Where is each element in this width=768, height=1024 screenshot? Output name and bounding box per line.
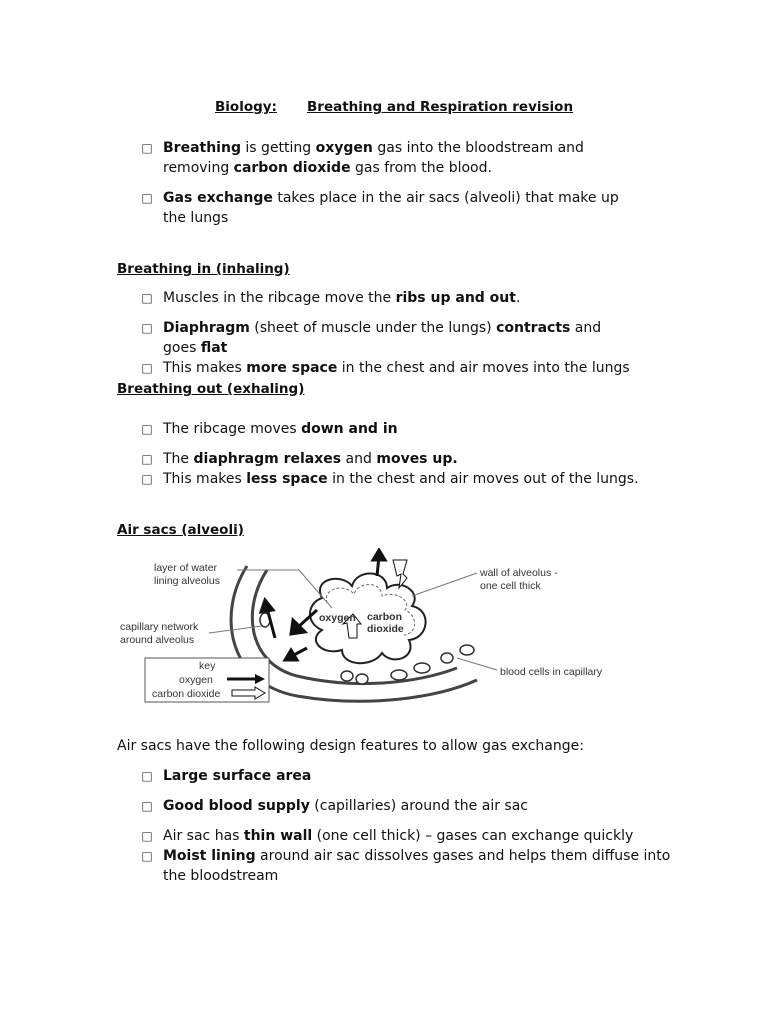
label-capillary-2: around alveolus	[120, 634, 195, 646]
label-blood: blood cells in capillary	[500, 666, 603, 678]
heading-inhaling: Breathing in (inhaling)	[117, 261, 290, 277]
exhaling-0-line-0	[163, 419, 398, 439]
text-segment: This makes	[163, 471, 247, 487]
label-water-1: layer of water	[154, 562, 218, 574]
bold-text: less space	[246, 471, 328, 487]
label-capillary-1: capillary network	[120, 621, 199, 633]
text-segment: (one cell thick) – gases can exchange quickly	[312, 828, 634, 844]
bold-text: oxygen	[315, 140, 373, 156]
text-segment: The ribcage moves	[163, 421, 302, 437]
key-title: key	[199, 660, 216, 672]
bullet-icon: □	[141, 422, 153, 436]
bullet-icon: □	[141, 191, 153, 205]
title-subject: Biology:	[215, 99, 277, 115]
bold-text: flat	[200, 340, 228, 356]
bullet-icon: □	[141, 321, 153, 335]
bullet-icon: □	[141, 141, 153, 155]
alveoli-0-line-0	[163, 766, 311, 786]
text-segment: and	[341, 451, 377, 467]
text-segment: the lungs	[163, 210, 229, 226]
text-segment: gas into the bloodstream and	[372, 140, 584, 156]
label-co2-1: carbon	[367, 611, 403, 623]
text-segment: gas from the blood.	[350, 160, 492, 176]
title-topic: Breathing and Respiration revision	[307, 99, 574, 115]
text-segment: (capillaries) around the air sac	[309, 798, 528, 814]
alveoli-3-line-1	[163, 866, 278, 886]
bullet-icon: □	[141, 799, 153, 813]
text-segment: removing	[163, 160, 234, 176]
intro-1-line-1	[163, 208, 228, 228]
bold-text: Gas exchange	[163, 190, 273, 206]
alveoli-1-line-0	[163, 796, 528, 816]
exhaling-2-line-0	[163, 469, 639, 489]
bullet-icon: □	[141, 829, 153, 843]
inhaling-1-line-1	[163, 338, 227, 358]
bold-text: down and in	[301, 421, 398, 437]
alveoli-2-line-0	[163, 826, 633, 846]
bullet-icon: □	[141, 291, 153, 305]
bold-text: ribs up and out	[395, 290, 516, 306]
intro-1-line-0	[163, 188, 619, 208]
intro-0-line-1	[163, 158, 492, 178]
label-wall-2: one cell thick	[480, 580, 541, 592]
label-oxygen: oxygen	[319, 612, 356, 624]
alveoli-3-line-0	[163, 846, 670, 866]
bold-text: more space	[246, 360, 338, 376]
text-segment: Muscles in the ribcage move the	[163, 290, 396, 306]
text-segment: takes place in the air sacs (alveoli) that make up	[272, 190, 619, 206]
bold-text: Large surface area	[163, 768, 312, 784]
intro-0-line-0	[163, 138, 584, 158]
key-co2: carbon dioxide	[152, 688, 221, 700]
bold-text: diaphragm relaxes	[193, 451, 342, 467]
bullet-icon: □	[141, 472, 153, 486]
text-segment: Air sac has	[163, 828, 244, 844]
text-segment: The	[163, 451, 194, 467]
bold-text: carbon dioxide	[233, 160, 351, 176]
bold-text: moves up.	[376, 451, 458, 467]
bullet-icon: □	[141, 452, 153, 466]
label-wall-1: wall of alveolus -	[480, 567, 558, 579]
label-water-2: lining alveolus	[154, 575, 220, 587]
text-segment: in the chest and air moves out of the lungs.	[327, 471, 639, 487]
bold-text: thin wall	[243, 828, 313, 844]
bullet-icon: □	[141, 769, 153, 783]
text-segment: is getting	[240, 140, 316, 156]
inhaling-2-line-0	[163, 358, 630, 378]
text-segment: in the chest and air moves into the lungs	[337, 360, 630, 376]
label-co2-2: dioxide	[367, 623, 404, 635]
bullet-icon: □	[141, 849, 153, 863]
bold-text: contracts	[496, 320, 571, 336]
bold-text: Good blood supply	[163, 798, 310, 814]
text-segment: (sheet of muscle under the lungs)	[249, 320, 497, 336]
inhaling-1-line-0	[163, 318, 601, 338]
inhaling-0-line-0	[163, 288, 520, 308]
heading-alveoli: Air sacs (alveoli)	[117, 522, 244, 538]
alveoli-intro: Air sacs have the following design features to allow gas exchange:	[117, 738, 584, 754]
text-segment: .	[515, 290, 521, 306]
heading-exhaling: Breathing out (exhaling)	[117, 381, 305, 397]
bold-text: Moist lining	[163, 848, 256, 864]
text-segment: and	[570, 320, 602, 336]
bold-text: Diaphragm	[163, 320, 250, 336]
text-segment: This makes	[163, 360, 247, 376]
exhaling-1-line-0	[163, 449, 458, 469]
text-segment: around air sac dissolves gases and helps them diffuse into	[255, 848, 671, 864]
alveolus-diagram	[117, 548, 617, 710]
bold-text: Breathing	[163, 140, 241, 156]
text-segment: goes	[163, 340, 201, 356]
bullet-icon: □	[141, 361, 153, 375]
key-oxygen: oxygen	[179, 674, 213, 686]
text-segment: the bloodstream	[163, 868, 279, 884]
